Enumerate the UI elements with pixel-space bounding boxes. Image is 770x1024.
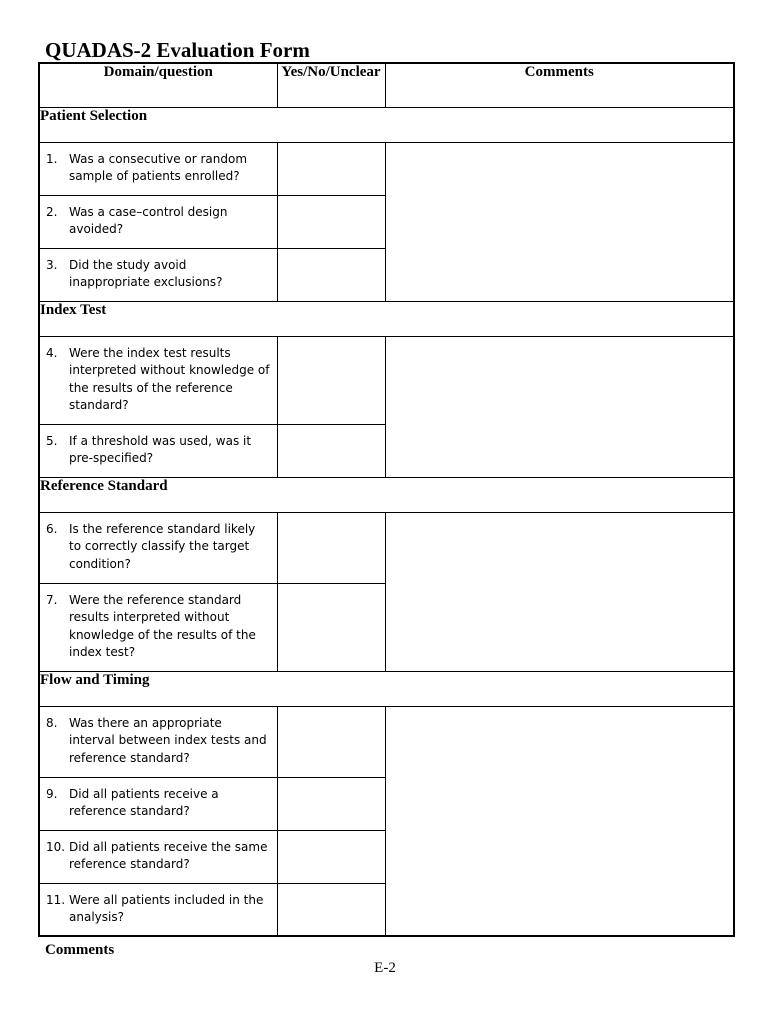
- question-number: 5.: [46, 433, 58, 448]
- question-number: 11.: [46, 892, 66, 907]
- section-title: Reference Standard: [39, 477, 734, 512]
- comments-cell[interactable]: [385, 142, 734, 301]
- section-title: Index Test: [39, 301, 734, 336]
- question-row: [39, 336, 734, 424]
- section-row-flow-and-timing: [39, 671, 734, 706]
- answer-cell[interactable]: [277, 512, 385, 583]
- answer-cell[interactable]: [277, 583, 385, 671]
- quadas-table: [38, 62, 735, 937]
- comments-cell[interactable]: [385, 512, 734, 671]
- question-number: 3.: [46, 257, 58, 272]
- question-text: Did all patients receive the same reference standard?: [69, 839, 268, 871]
- question-text: Was there an appropriate interval between index tests and reference standard?: [69, 715, 267, 765]
- answer-cell[interactable]: [277, 248, 385, 301]
- section-row-patient-selection: [39, 107, 734, 142]
- section-title: Patient Selection: [39, 107, 734, 142]
- question-text: Were all patients included in the analysis?: [69, 892, 264, 924]
- page-number: E-2: [374, 960, 396, 976]
- answer-cell[interactable]: [277, 142, 385, 195]
- answer-cell[interactable]: [277, 336, 385, 424]
- question-cell: [39, 777, 277, 830]
- question-row: [39, 142, 734, 195]
- question-cell: [39, 142, 277, 195]
- answer-cell[interactable]: [277, 424, 385, 477]
- answer-cell[interactable]: [277, 706, 385, 777]
- question-cell: [39, 830, 277, 883]
- question-text: If a threshold was used, was it pre-specified?: [69, 433, 252, 465]
- question-number: 2.: [46, 204, 58, 219]
- question-cell: [39, 336, 277, 424]
- question-row: [39, 706, 734, 777]
- question-cell: [39, 883, 277, 936]
- question-number: 7.: [46, 592, 58, 607]
- question-text: Did all patients receive a reference standard?: [69, 786, 219, 818]
- question-cell: [39, 248, 277, 301]
- answer-cell[interactable]: [277, 830, 385, 883]
- question-number: 1.: [46, 151, 58, 166]
- question-number: 8.: [46, 715, 58, 730]
- section-title: Flow and Timing: [39, 671, 734, 706]
- question-number: 6.: [46, 521, 58, 536]
- question-cell: [39, 512, 277, 583]
- header-answer: [277, 63, 385, 107]
- question-row: [39, 512, 734, 583]
- question-text: Is the reference standard likely to correctly classify the target condition?: [69, 521, 256, 571]
- header-domain: Domain/question: [39, 63, 277, 107]
- question-cell: [39, 195, 277, 248]
- header-answer-label: Yes/No/Unclear: [281, 64, 381, 80]
- question-text: Were the reference standard results interpreted without knowledge of the results of the index test?: [69, 592, 256, 659]
- question-number: 10.: [46, 839, 66, 854]
- table-header-row: [39, 63, 734, 107]
- question-cell: [39, 424, 277, 477]
- question-cell: [39, 706, 277, 777]
- question-text: Were the index test results interpreted without knowledge of the results of the reference standard?: [69, 345, 270, 412]
- comments-cell[interactable]: [385, 336, 734, 477]
- header-comments: Comments: [385, 63, 734, 107]
- question-number: 4.: [46, 345, 58, 360]
- section-row-index-test: [39, 301, 734, 336]
- answer-cell[interactable]: [277, 777, 385, 830]
- question-text: Was a case–control design avoided?: [69, 204, 228, 236]
- question-text: Was a consecutive or random sample of patients enrolled?: [69, 151, 248, 183]
- question-text: Did the study avoid inappropriate exclusions?: [69, 257, 223, 289]
- section-row-reference-standard: [39, 477, 734, 512]
- question-cell: [39, 583, 277, 671]
- answer-cell[interactable]: [277, 883, 385, 936]
- page-title: QUADAS-2 Evaluation Form: [45, 38, 310, 62]
- answer-cell[interactable]: [277, 195, 385, 248]
- question-number: 9.: [46, 786, 58, 801]
- footer-comments-label: Comments: [45, 942, 115, 958]
- comments-cell[interactable]: [385, 706, 734, 936]
